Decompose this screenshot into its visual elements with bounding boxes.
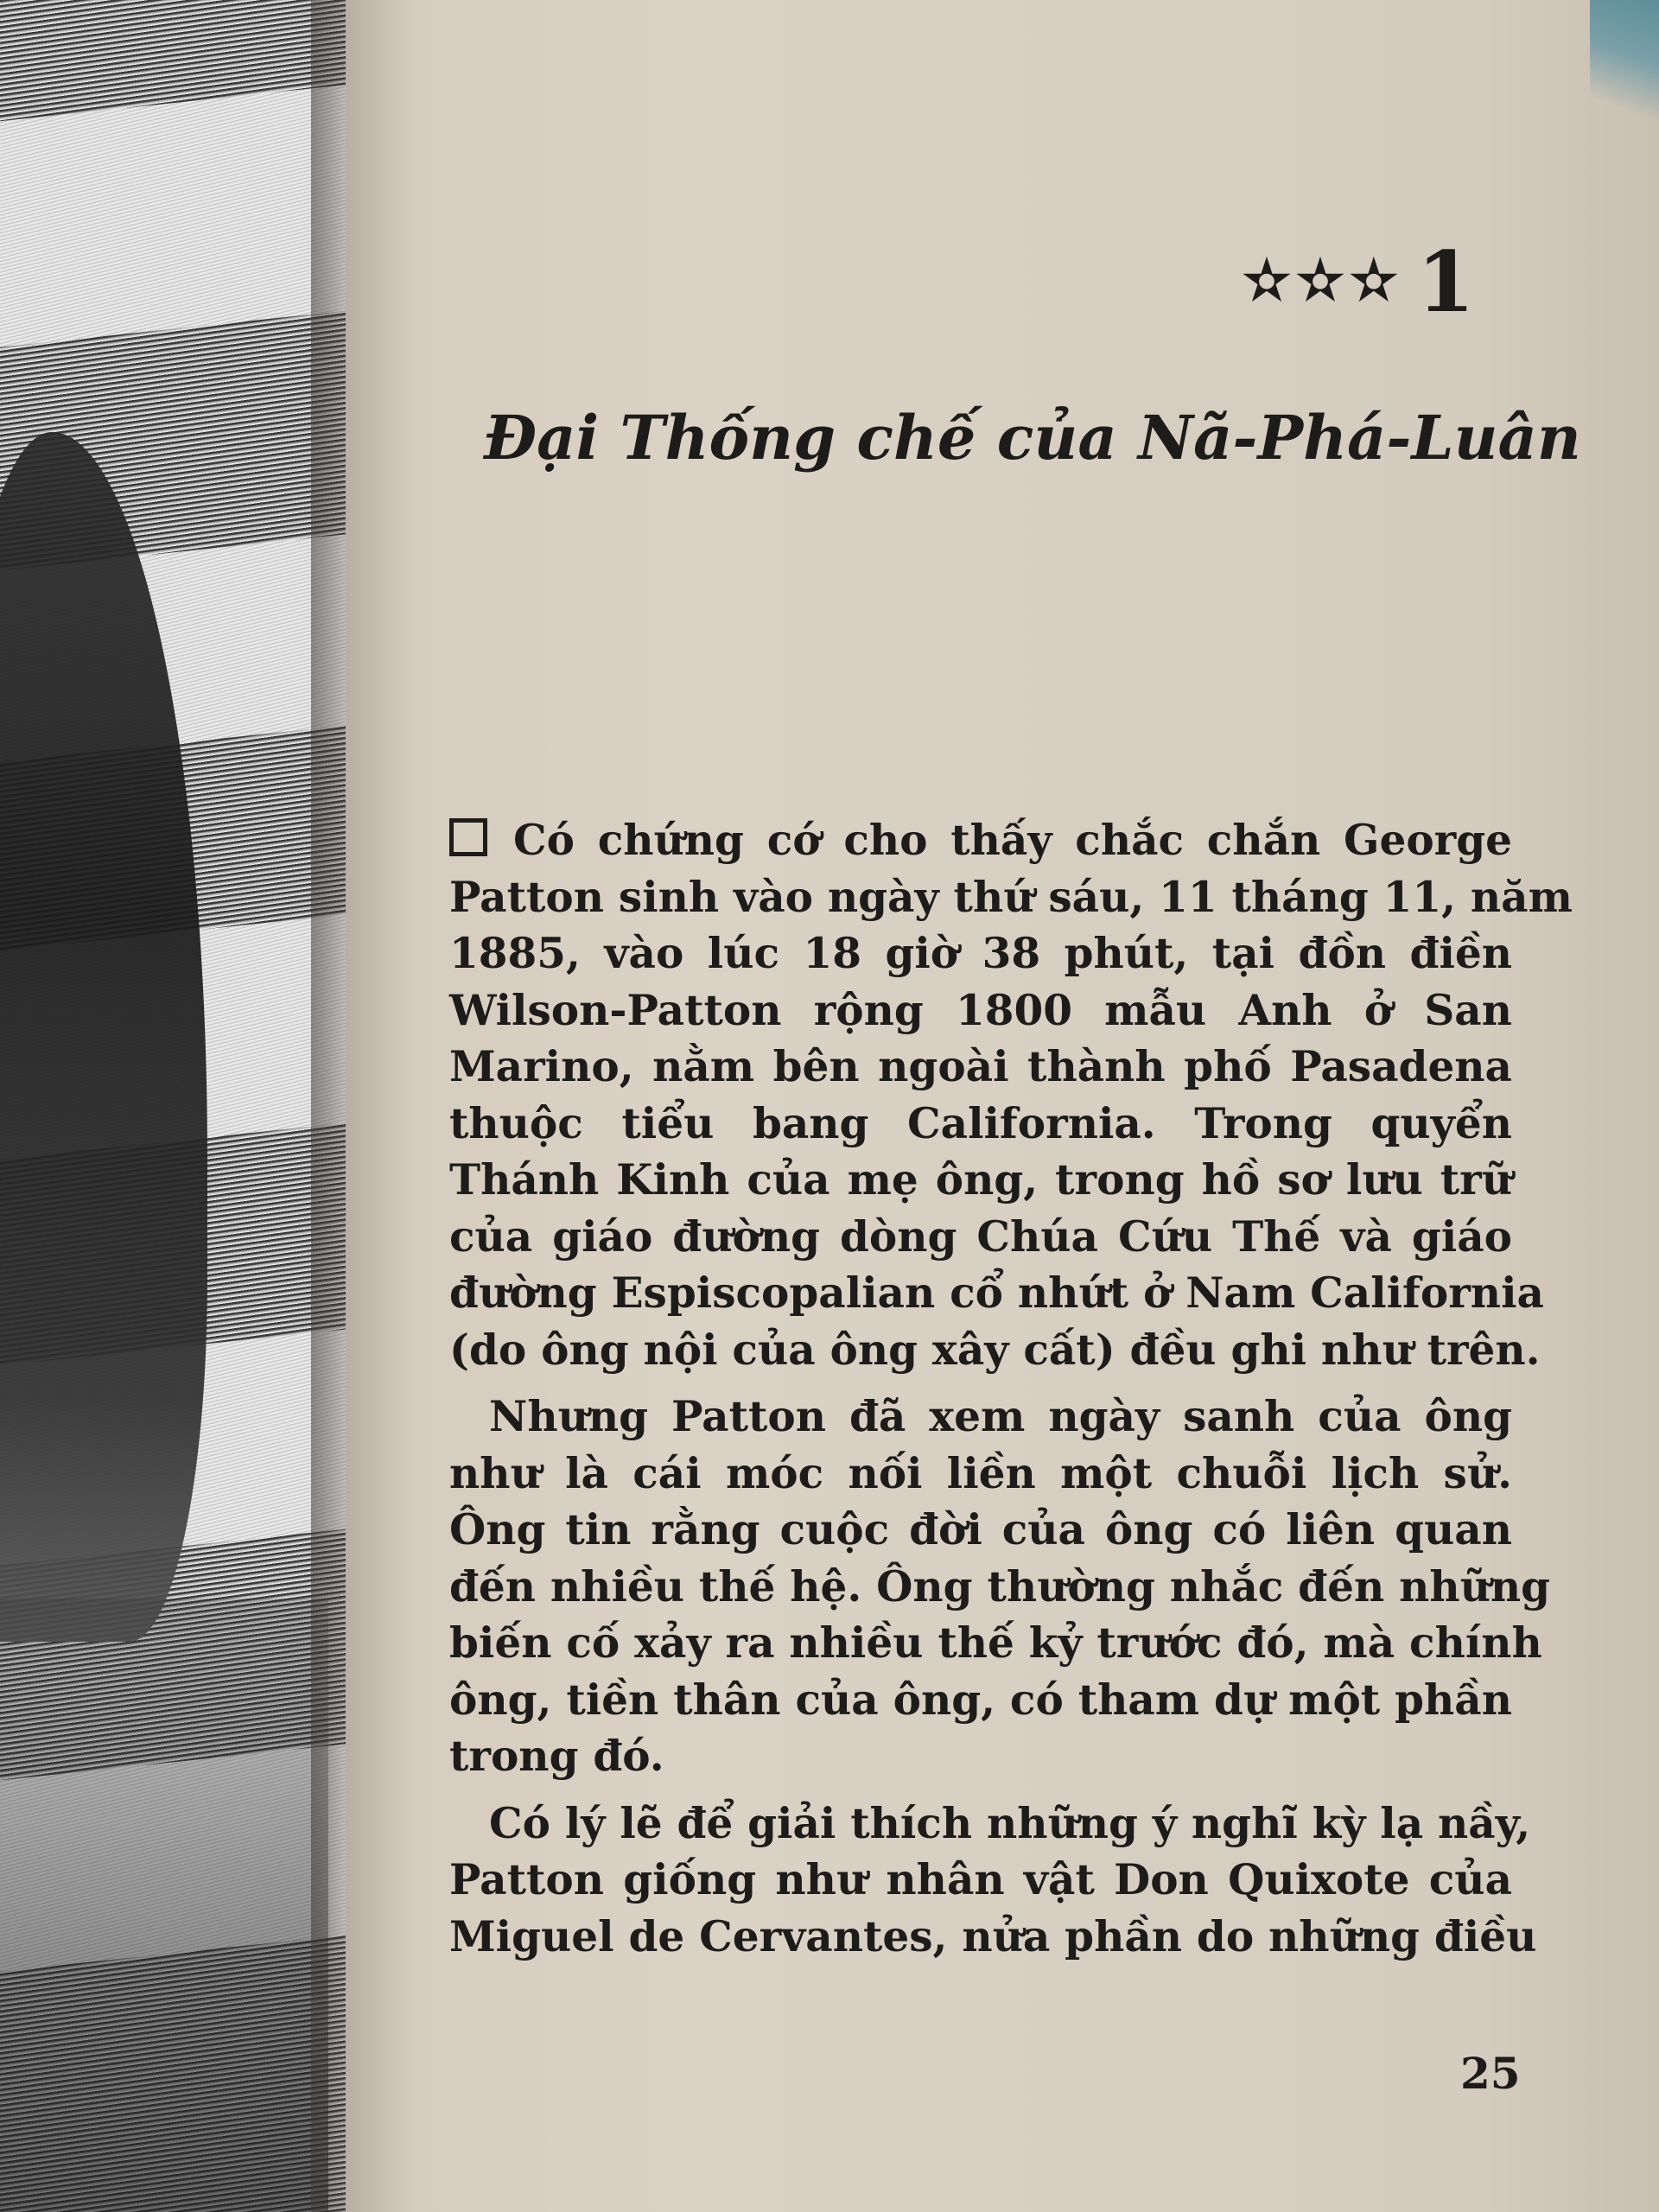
text-line: Patton sinh vào ngày thứ sáu, 11 tháng 11, năm: [449, 872, 1573, 922]
chapter-marker: [1244, 233, 1478, 331]
text-line: Thánh Kinh của mẹ ông, trong hồ sơ lưu trữ: [449, 1155, 1512, 1205]
text-line: đến nhiều thế hệ. Ông thường nhắc đến những: [449, 1561, 1551, 1611]
text-line: đường Espiscopalian cổ nhứt ở Nam California: [449, 1268, 1544, 1318]
text-line: ông, tiền thân của ông, có tham dự một phần: [449, 1675, 1512, 1725]
text-line: trong đó.: [449, 1732, 664, 1781]
text-line: Có lý lẽ để giải thích những ý nghĩ kỳ lạ nầy,: [489, 1798, 1531, 1848]
left-page: [0, 0, 363, 2212]
chapter-stars-icon: ✫✫✫: [1244, 249, 1405, 312]
text-line: Nhưng Patton đã xem ngày sanh của ông: [489, 1392, 1512, 1441]
text-line: Có chứng cớ cho thấy chắc chắn George: [449, 812, 1512, 869]
photograph: [0, 0, 346, 2212]
background-surface: [1590, 0, 1659, 138]
paragraph-3: [449, 1796, 1537, 1966]
text-line: (do ông nội của ông xây cất) đều ghi như trên.: [449, 1325, 1541, 1375]
text-line: như là cái móc nối liền một chuỗi lịch sử.: [449, 1448, 1512, 1498]
text-line: Patton giống như nhân vật Don Quixote của: [449, 1855, 1512, 1904]
text-line: của giáo đường dòng Chúa Cứu Thế và giáo: [449, 1211, 1512, 1262]
text-line: Ông tin rằng cuộc đời của ông có liên quan: [449, 1505, 1512, 1554]
chapter-number: 1: [1416, 233, 1478, 331]
paragraph-1: [449, 812, 1573, 1378]
text-line: thuộc tiểu bang California. Trong quyển: [449, 1098, 1512, 1148]
text-line: biến cố xảy ra nhiều thế kỷ trước đó, mà chính: [449, 1618, 1542, 1668]
text-line: Miguel de Cervantes, nửa phần do những điều: [449, 1911, 1537, 1961]
paragraph-2: [449, 1389, 1551, 1785]
hollow-square-icon: [449, 818, 487, 856]
body-text: [449, 812, 1573, 1965]
text-line: Marino, nằm bên ngoài thành phố Pasadena: [449, 1042, 1512, 1091]
text-line: Wilson-Patton rộng 1800 mẫu Anh ở San: [449, 985, 1512, 1035]
page-number: 25: [1460, 2048, 1521, 2099]
text-line: 1885, vào lúc 18 giờ 38 phút, tại đồn điền: [449, 929, 1512, 978]
chapter-title: Đại Thống chế của Nã-Phá-Luân: [484, 402, 1581, 474]
